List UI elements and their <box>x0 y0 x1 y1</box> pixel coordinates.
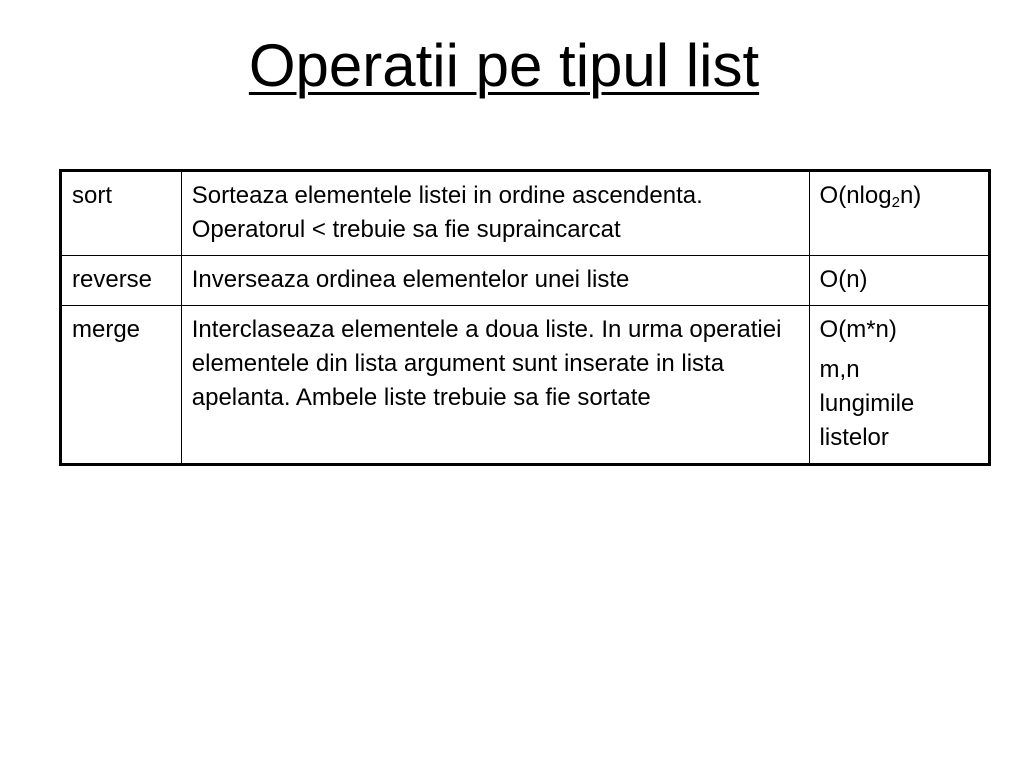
description-cell: Inverseaza ordinea elementelor unei liste <box>181 256 809 306</box>
complexity-suffix: n) <box>899 182 922 209</box>
slide-title: Operatii pe tipul list <box>248 32 760 99</box>
complexity-subscript: 2 <box>891 194 900 211</box>
complexity-cell <box>809 171 989 256</box>
operations-table <box>59 169 991 466</box>
description-cell: Interclaseaza elementele a doua liste. In urma operatiei elementele din lista argument sunt inserate in lista apelanta. Ambele liste trebuie sa fie sortate <box>181 306 809 465</box>
complexity-note: m,n lungimile listelor <box>819 356 915 451</box>
operation-cell: merge <box>61 306 182 465</box>
complexity-prefix: O(nlog <box>819 182 892 209</box>
table-row-sort <box>61 171 990 256</box>
table-row-merge <box>61 306 990 465</box>
complexity-cell: O(n) <box>809 256 989 306</box>
description-cell: Sorteaza elementele listei in ordine ascendenta. Operatorul < trebuie sa fie supraincarcat <box>181 171 809 256</box>
operation-cell: sort <box>61 171 182 256</box>
table-row-reverse <box>61 256 990 306</box>
operation-cell: reverse <box>61 256 182 306</box>
complexity-value: O(m*n) <box>819 316 897 343</box>
complexity-cell <box>809 306 989 465</box>
